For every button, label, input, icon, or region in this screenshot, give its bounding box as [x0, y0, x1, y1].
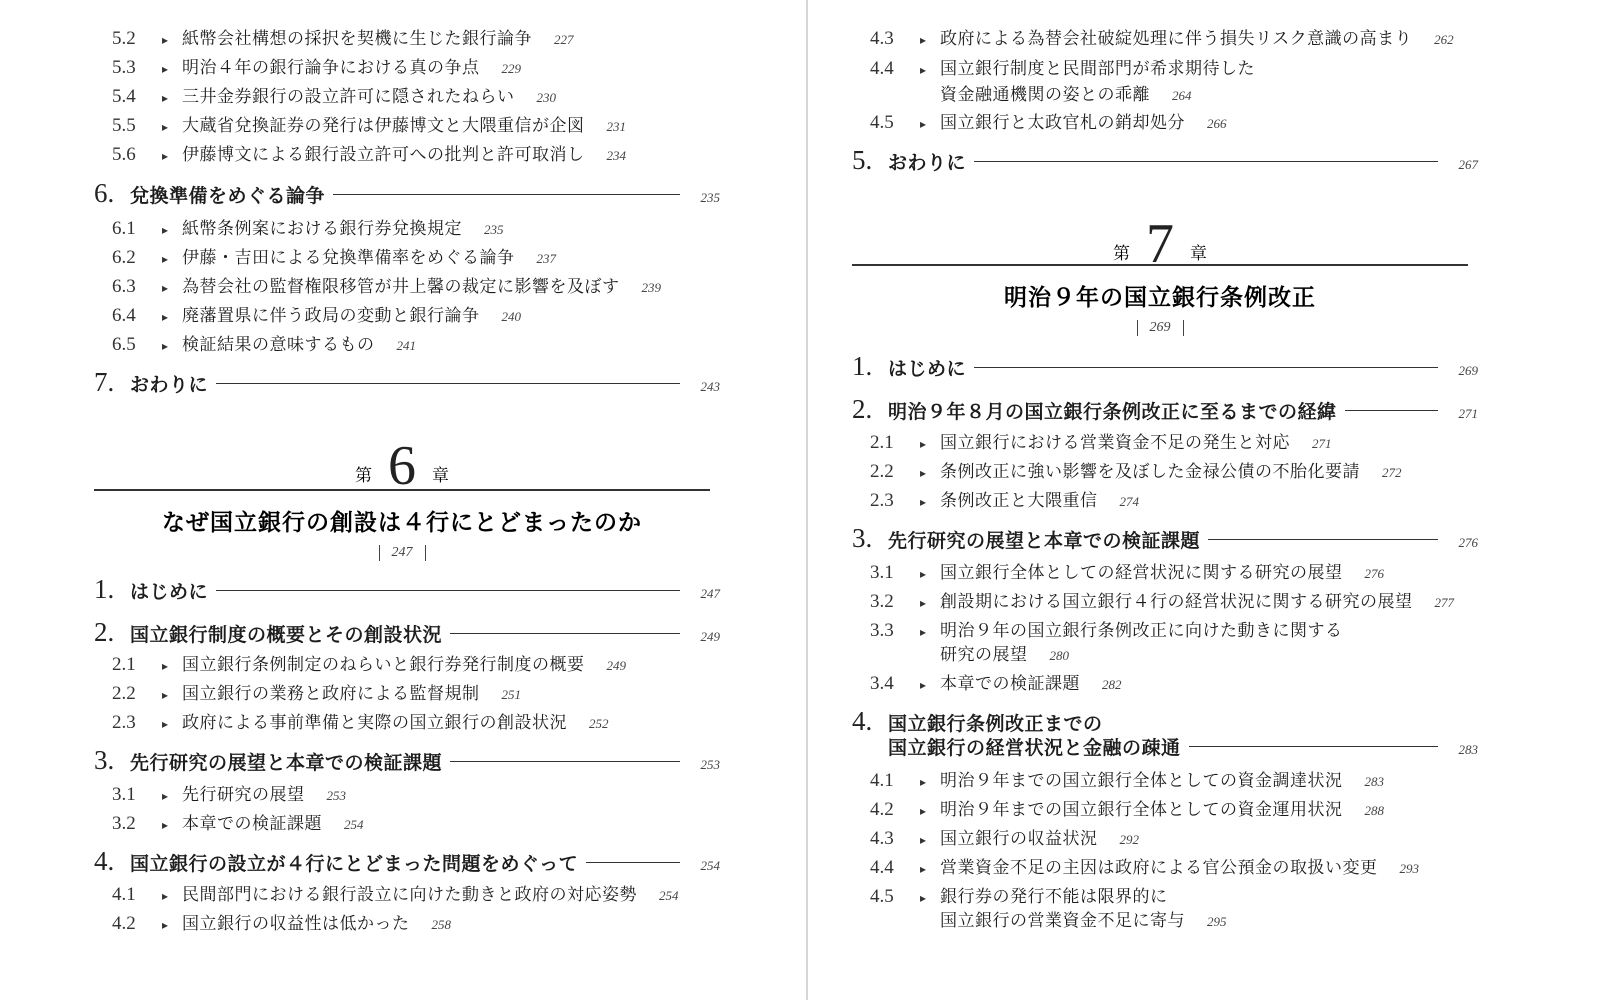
- section-number: 2.: [94, 617, 115, 647]
- section-title: 先行研究の展望と本章での検証課題: [888, 530, 1201, 552]
- triangle-bullet-icon: ▸: [162, 149, 169, 163]
- triangle-bullet-icon: ▸: [920, 466, 927, 480]
- leader-rule: [974, 161, 1438, 162]
- subsection-number: 2.3: [112, 712, 136, 733]
- toc-subsection[interactable]: [112, 650, 626, 674]
- toc-subsection[interactable]: [112, 780, 346, 804]
- section-title: はじめに: [130, 581, 209, 603]
- section-title: おわりに: [888, 152, 967, 174]
- toc-subsection[interactable]: [112, 301, 521, 325]
- page-number: 282: [1102, 677, 1122, 692]
- subsection-title: 国立銀行制度と民間部門が希求期待した: [940, 59, 1255, 79]
- toc-subsection[interactable]: [870, 853, 1419, 877]
- section-title: はじめに: [888, 358, 967, 380]
- section-title: 先行研究の展望と本章での検証課題: [130, 752, 443, 774]
- triangle-bullet-icon: ▸: [162, 310, 169, 324]
- subsection-number: 2.1: [112, 654, 136, 675]
- subsection-number: 5.2: [112, 28, 136, 49]
- page-number: 254: [344, 817, 364, 832]
- subsection-number: 4.2: [112, 913, 136, 934]
- toc-subsection[interactable]: [870, 824, 1139, 848]
- subsection-number: 2.1: [870, 432, 894, 453]
- subsection-title: 伊藤博文による銀行設立許可への批判と許可取消し: [182, 145, 585, 165]
- toc-subsection[interactable]: [112, 679, 521, 703]
- page-number: 274: [1119, 494, 1139, 509]
- leader-rule: [1189, 746, 1438, 747]
- subsection-number: 4.3: [870, 828, 894, 849]
- toc-subsection[interactable]: [870, 558, 1384, 582]
- section-title: 国立銀行の設立が４行にとどまった問題をめぐって: [130, 853, 579, 875]
- subsection-number: 3.2: [112, 813, 136, 834]
- toc-subsection[interactable]: [870, 486, 1139, 510]
- page-number: 234: [606, 148, 626, 163]
- triangle-bullet-icon: ▸: [162, 818, 169, 832]
- page-number: 262: [1434, 32, 1454, 47]
- page-number: 264: [1172, 88, 1192, 103]
- divider: [1137, 320, 1138, 336]
- section-number: 3.: [94, 745, 115, 775]
- toc-subsection[interactable]: [112, 243, 556, 267]
- subsection-number: 3.1: [112, 784, 136, 805]
- page-number: 269: [1458, 363, 1478, 378]
- toc-subsection[interactable]: [112, 708, 609, 732]
- toc-section[interactable]: [852, 706, 1478, 736]
- section-number: 4.: [852, 706, 873, 736]
- subsection-number: 4.3: [870, 28, 894, 49]
- subsection-title: 銀行券の発行不能は限界的に: [940, 887, 1168, 907]
- triangle-bullet-icon: ▸: [162, 918, 169, 932]
- triangle-bullet-icon: ▸: [920, 117, 927, 131]
- page-number: 276: [1364, 566, 1384, 581]
- triangle-bullet-icon: ▸: [920, 63, 927, 77]
- toc-subsection[interactable]: [112, 24, 574, 48]
- page-number: 295: [1207, 914, 1227, 929]
- section-number: 7.: [94, 367, 115, 397]
- section-number: 2.: [852, 394, 873, 424]
- subsection-title: 廃藩置県に伴う政局の変動と銀行論争: [182, 306, 480, 326]
- divider: [1183, 320, 1184, 336]
- divider: [379, 545, 380, 561]
- page-number: 283: [1364, 774, 1384, 789]
- toc-subsection[interactable]: [112, 809, 364, 833]
- triangle-bullet-icon: ▸: [920, 596, 927, 610]
- chapter-number-row: [852, 213, 1468, 275]
- toc-subsection[interactable]: [870, 882, 1168, 906]
- subsection-title-line2: 研究の展望: [940, 645, 1028, 665]
- toc-section[interactable]: [94, 574, 720, 604]
- triangle-bullet-icon: ▸: [920, 833, 927, 847]
- subsection-number: 3.1: [870, 562, 894, 583]
- leader-rule: [974, 367, 1438, 368]
- toc-subsection-continuation[interactable]: [940, 80, 1192, 104]
- leader-rule: [216, 590, 680, 591]
- toc-section[interactable]: [94, 617, 720, 647]
- subsection-number: 4.4: [870, 58, 894, 79]
- toc-subsection-continuation[interactable]: [940, 640, 1069, 664]
- subsection-number: 5.3: [112, 57, 136, 78]
- subsection-number: 5.5: [112, 115, 136, 136]
- subsection-title: 為替会社の監督権限移管が井上馨の裁定に影響を及ぼす: [182, 277, 620, 297]
- section-title-line2: 国立銀行の経営状況と金融の疎通: [888, 737, 1181, 759]
- toc-section[interactable]: [94, 745, 720, 775]
- toc-subsection[interactable]: [112, 111, 626, 135]
- chapter-title[interactable]: なぜ国立銀行の創設は４行にとどまったのか: [162, 510, 642, 536]
- triangle-bullet-icon: ▸: [162, 889, 169, 903]
- page-number: 266: [1207, 116, 1227, 131]
- page-number: 241: [396, 338, 416, 353]
- subsection-title: 民間部門における銀行設立に向けた動きと政府の対応姿勢: [182, 885, 637, 905]
- triangle-bullet-icon: ▸: [920, 678, 927, 692]
- page-number: 231: [606, 119, 626, 134]
- subsection-title: 国立銀行条例制定のねらいと銀行券発行制度の概要: [182, 655, 585, 675]
- chapter-page: [852, 320, 1468, 336]
- subsection-title: 本章での検証課題: [182, 814, 322, 834]
- triangle-bullet-icon: ▸: [920, 804, 927, 818]
- toc-subsection[interactable]: [870, 766, 1384, 790]
- chapter-dai: 第: [1113, 244, 1130, 264]
- triangle-bullet-icon: ▸: [920, 862, 927, 876]
- chapter-sho: 章: [432, 466, 449, 486]
- page-number: 283: [1458, 742, 1478, 757]
- toc-section[interactable]: [94, 367, 720, 397]
- subsection-number: 6.4: [112, 305, 136, 326]
- page-number: 235: [484, 222, 504, 237]
- page-number: 252: [589, 716, 609, 731]
- page-number: 253: [700, 757, 720, 772]
- subsection-title: 紙幣会社構想の採択を契機に生じた銀行論争: [182, 29, 532, 49]
- section-title: 兌換準備をめぐる論争: [130, 185, 326, 207]
- subsection-number: 6.3: [112, 276, 136, 297]
- subsection-number: 5.6: [112, 144, 136, 165]
- chapter-number-row: [94, 435, 710, 497]
- subsection-title: 伊藤・吉田による兌換準備率をめぐる論争: [182, 248, 515, 268]
- subsection-number: 6.2: [112, 247, 136, 268]
- section-number: 3.: [852, 523, 873, 553]
- subsection-title: 検証結果の意味するもの: [182, 335, 375, 355]
- leader-rule: [216, 383, 680, 384]
- page-number: 271: [1458, 406, 1478, 421]
- subsection-title: 政府による為替会社破綻処理に伴う損失リスク意識の高まり: [940, 29, 1413, 49]
- subsection-title: 条例改正と大隈重信: [940, 491, 1098, 511]
- page-number: 251: [501, 687, 521, 702]
- page-number: 240: [501, 309, 521, 324]
- triangle-bullet-icon: ▸: [920, 495, 927, 509]
- toc-section[interactable]: [94, 846, 720, 876]
- toc-subsection[interactable]: [112, 909, 451, 933]
- triangle-bullet-icon: ▸: [162, 688, 169, 702]
- toc-subsection[interactable]: [870, 795, 1384, 819]
- toc-section[interactable]: [852, 523, 1478, 553]
- subsection-number: 2.3: [870, 490, 894, 511]
- triangle-bullet-icon: ▸: [162, 789, 169, 803]
- divider: [425, 545, 426, 561]
- toc-subsection[interactable]: [870, 457, 1402, 481]
- page-number: 230: [536, 90, 556, 105]
- subsection-title: 先行研究の展望: [182, 785, 305, 805]
- page-number: 247: [700, 586, 720, 601]
- subsection-title: 大蔵省兌換証券の発行は伊藤博文と大隈重信が企図: [182, 116, 585, 136]
- triangle-bullet-icon: ▸: [162, 62, 169, 76]
- subsection-title: 国立銀行の業務と政府による監督規制: [182, 684, 480, 704]
- subsection-title-line2: 国立銀行の営業資金不足に寄与: [940, 911, 1185, 931]
- toc-section-continuation[interactable]: [888, 733, 1478, 763]
- chapter-number: 6: [388, 435, 416, 497]
- subsection-title: 明治９年までの国立銀行全体としての資金調達状況: [940, 771, 1343, 791]
- page-number: 272: [1382, 465, 1402, 480]
- toc-subsection[interactable]: [870, 54, 1255, 78]
- subsection-number: 4.1: [870, 770, 894, 791]
- page-number: 293: [1399, 861, 1419, 876]
- page-number: 277: [1434, 595, 1454, 610]
- subsection-number: 4.5: [870, 112, 894, 133]
- chapter-title[interactable]: 明治９年の国立銀行条例改正: [1004, 285, 1316, 311]
- page-number: 271: [1312, 436, 1332, 451]
- toc-subsection[interactable]: [870, 108, 1227, 132]
- chapter-number: 7: [1146, 213, 1174, 275]
- toc-subsection[interactable]: [112, 53, 521, 77]
- subsection-number: 2.2: [112, 683, 136, 704]
- chapter-dai: 第: [355, 466, 372, 486]
- page-number: 249: [700, 629, 720, 644]
- page-number: 267: [1458, 157, 1478, 172]
- section-number: 1.: [94, 574, 115, 604]
- toc-section[interactable]: [852, 394, 1478, 424]
- triangle-bullet-icon: ▸: [920, 625, 927, 639]
- subsection-title: 国立銀行における営業資金不足の発生と対応: [940, 433, 1290, 453]
- page-number: 276: [1458, 535, 1478, 550]
- toc-subsection[interactable]: [870, 428, 1332, 452]
- page-number: 239: [641, 280, 661, 295]
- toc-subsection[interactable]: [870, 616, 1343, 640]
- triangle-bullet-icon: ▸: [162, 120, 169, 134]
- subsection-title: 紙幣条例案における銀行券兌換規定: [182, 219, 462, 239]
- page-number: 235: [700, 190, 720, 205]
- leader-rule: [1345, 410, 1438, 411]
- page-number: 254: [659, 888, 679, 903]
- subsection-number: 3.4: [870, 673, 894, 694]
- section-title: おわりに: [130, 374, 209, 396]
- page-number: 229: [501, 61, 521, 76]
- page-number: 292: [1119, 832, 1139, 847]
- toc-subsection[interactable]: [112, 880, 679, 904]
- page-number: 254: [700, 858, 720, 873]
- triangle-bullet-icon: ▸: [162, 659, 169, 673]
- subsection-title: 国立銀行の収益性は低かった: [182, 914, 410, 934]
- section-number: 5.: [852, 145, 873, 175]
- toc-section[interactable]: [852, 145, 1478, 175]
- page-number: 288: [1364, 803, 1384, 818]
- subsection-title: 政府による事前準備と実際の国立銀行の創設状況: [182, 713, 567, 733]
- toc-subsection-continuation[interactable]: [940, 906, 1227, 930]
- subsection-number: 4.5: [870, 886, 894, 907]
- subsection-title: 明治９年までの国立銀行全体としての資金運用状況: [940, 800, 1343, 820]
- chapter-page-number: 269: [1149, 320, 1171, 336]
- chapter-rule: [94, 489, 710, 491]
- subsection-title: 三井金券銀行の設立許可に隠されたねらい: [182, 87, 515, 107]
- subsection-number: 2.2: [870, 461, 894, 482]
- leader-rule: [586, 862, 680, 863]
- subsection-number: 3.3: [870, 620, 894, 641]
- page-number: 253: [326, 788, 346, 803]
- triangle-bullet-icon: ▸: [162, 281, 169, 295]
- subsection-title-line2: 資金融通機関の姿との乖離: [940, 85, 1150, 105]
- triangle-bullet-icon: ▸: [920, 567, 927, 581]
- subsection-title: 明治４年の銀行論争における真の争点: [182, 58, 480, 78]
- triangle-bullet-icon: ▸: [920, 437, 927, 451]
- chapter-rule: [852, 264, 1468, 266]
- toc-subsection[interactable]: [112, 272, 661, 296]
- subsection-title: 営業資金不足の主因は政府による官公預金の取扱い変更: [940, 858, 1378, 878]
- section-number: 6.: [94, 178, 115, 208]
- page-number: 243: [700, 379, 720, 394]
- toc-subsection[interactable]: [870, 669, 1122, 693]
- page-number: 280: [1049, 648, 1069, 663]
- subsection-number: 4.2: [870, 799, 894, 820]
- subsection-title: 国立銀行と太政官札の銷却処分: [940, 113, 1185, 133]
- chapter-page: [94, 545, 710, 561]
- section-number: 4.: [94, 846, 115, 876]
- triangle-bullet-icon: ▸: [162, 33, 169, 47]
- section-title: 国立銀行制度の概要とその創設状況: [130, 624, 443, 646]
- leader-rule: [450, 761, 680, 762]
- triangle-bullet-icon: ▸: [162, 223, 169, 237]
- toc-subsection[interactable]: [870, 587, 1454, 611]
- page-number: 249: [606, 658, 626, 673]
- subsection-title: 国立銀行全体としての経営状況に関する研究の展望: [940, 563, 1343, 583]
- subsection-title: 明治９年の国立銀行条例改正に向けた動きに関する: [940, 621, 1343, 641]
- right-page: [808, 0, 1610, 1000]
- subsection-number: 3.2: [870, 591, 894, 612]
- triangle-bullet-icon: ▸: [920, 775, 927, 789]
- subsection-title: 国立銀行の収益状況: [940, 829, 1098, 849]
- subsection-number: 6.5: [112, 334, 136, 355]
- subsection-title: 条例改正に強い影響を及ぼした金禄公債の不胎化要請: [940, 462, 1360, 482]
- page-number: 227: [554, 32, 574, 47]
- triangle-bullet-icon: ▸: [920, 33, 927, 47]
- subsection-title: 本章での検証課題: [940, 674, 1080, 694]
- triangle-bullet-icon: ▸: [162, 339, 169, 353]
- page-number: 237: [536, 251, 556, 266]
- subsection-number: 4.1: [112, 884, 136, 905]
- toc-section[interactable]: [94, 178, 720, 208]
- toc-subsection[interactable]: [112, 214, 504, 238]
- chapter-sho: 章: [1190, 244, 1207, 264]
- toc-subsection[interactable]: [112, 140, 626, 164]
- triangle-bullet-icon: ▸: [920, 891, 927, 905]
- subsection-number: 4.4: [870, 857, 894, 878]
- page-number: 258: [431, 917, 451, 932]
- subsection-number: 6.1: [112, 218, 136, 239]
- triangle-bullet-icon: ▸: [162, 717, 169, 731]
- leader-rule: [450, 633, 680, 634]
- subsection-title: 創設期における国立銀行４行の経営状況に関する研究の展望: [940, 592, 1413, 612]
- leader-rule: [333, 194, 680, 195]
- chapter-page-number: 247: [391, 545, 413, 561]
- section-title: 国立銀行条例改正までの: [888, 713, 1103, 735]
- toc-subsection[interactable]: [112, 330, 416, 354]
- triangle-bullet-icon: ▸: [162, 91, 169, 105]
- triangle-bullet-icon: ▸: [162, 252, 169, 266]
- section-number: 1.: [852, 351, 873, 381]
- subsection-number: 5.4: [112, 86, 136, 107]
- toc-subsection[interactable]: [870, 24, 1454, 48]
- leader-rule: [1208, 539, 1438, 540]
- toc-subsection[interactable]: [112, 82, 556, 106]
- toc-section[interactable]: [852, 351, 1478, 381]
- section-title: 明治９年８月の国立銀行条例改正に至るまでの経緯: [888, 401, 1337, 423]
